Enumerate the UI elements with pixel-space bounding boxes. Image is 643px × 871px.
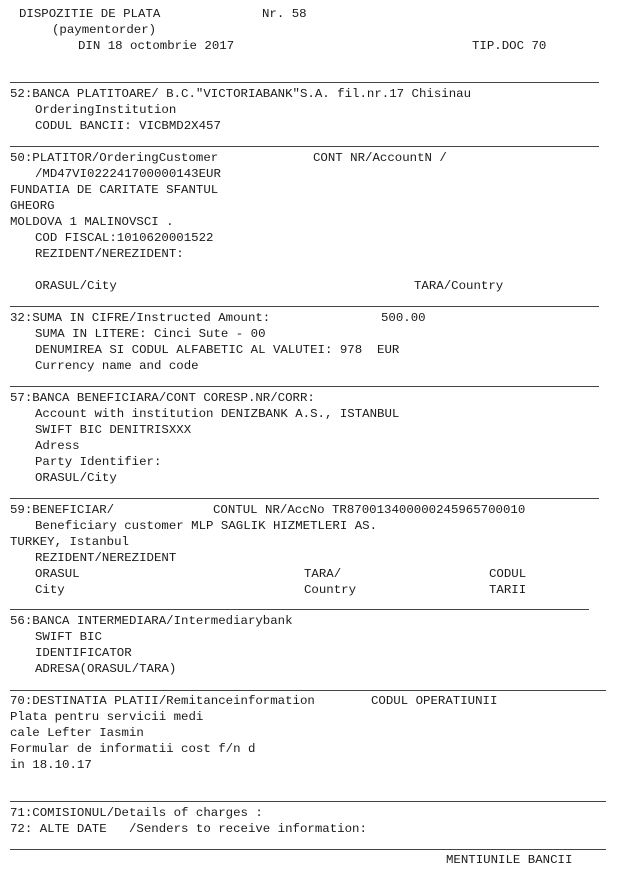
- divider: [10, 801, 606, 802]
- amount-value: 500.00: [381, 311, 426, 325]
- divider: [10, 849, 606, 850]
- beneficiary-location: TURKEY, Istanbul: [10, 535, 129, 549]
- intermediary-bank-label: 56:BANCA INTERMEDIARA/Intermediarybank: [10, 614, 293, 628]
- divider: [10, 690, 606, 691]
- divider: [10, 82, 599, 83]
- remittance-line: cale Lefter Iasmin: [10, 726, 144, 740]
- remittance-line: in 18.10.17: [10, 758, 92, 772]
- payer-address: MOLDOVA 1 MALINOVSCI .: [10, 215, 174, 229]
- divider: [10, 306, 599, 307]
- divider: [10, 498, 599, 499]
- beneficiary-country-code-label: CODUL: [489, 567, 527, 581]
- beneficiary-bank-label: 57:BANCA BENEFICIARA/CONT CORESP.NR/CORR:: [10, 391, 315, 405]
- other-data: 72: ALTE DATE /Senders to receive information:: [10, 822, 367, 836]
- remittance-label: 70:DESTINATIA PLATII/Remitanceinformation: [10, 694, 315, 708]
- remittance-line: Plata pentru servicii medi: [10, 710, 204, 724]
- payer-country-label: TARA/Country: [414, 279, 504, 293]
- amount-label: 32:SUMA IN CIFRE/Instructed Amount:: [10, 311, 271, 325]
- beneficiary-country-code-caption: TARII: [489, 583, 527, 597]
- payer-bank-line: 52:BANCA PLATITOARE/ B.C."VICTORIABANK"S.A. fil.nr.17 Chisinau: [10, 87, 472, 101]
- payer-account-label: CONT NR/AccountN /: [313, 151, 447, 165]
- beneficiary-bank-address: Adress: [35, 439, 80, 453]
- currency-caption: Currency name and code: [35, 359, 199, 373]
- document-date: DIN 18 octombrie 2017: [78, 39, 235, 53]
- payer-city-label: ORASUL/City: [35, 279, 117, 293]
- payer-fiscal-code: COD FISCAL:1010620001522: [35, 231, 214, 245]
- document-number: Nr. 58: [262, 7, 307, 21]
- beneficiary-customer: Beneficiary customer MLP SAGLIK HIZMETLERI AS.: [35, 519, 378, 533]
- document-type: TIP.DOC 70: [472, 39, 547, 53]
- beneficiary-country-caption: Country: [304, 583, 357, 597]
- bank-notes-label: MENTIUNILE BANCII: [446, 853, 573, 867]
- document-subtitle: (paymentorder): [52, 23, 157, 37]
- payer-residency: REZIDENT/NEREZIDENT:: [35, 247, 184, 261]
- remittance-line: Formular de informatii cost f/n d: [10, 742, 256, 756]
- payer-name-line2: GHEORG: [10, 199, 55, 213]
- beneficiary-bank-institution: Account with institution DENIZBANK A.S., ISTANBUL: [35, 407, 400, 421]
- beneficiary-country-label: TARA/: [304, 567, 342, 581]
- beneficiary-city-caption: City: [35, 583, 65, 597]
- beneficiary-city-label: ORASUL: [35, 567, 80, 581]
- document-title: DISPOZITIE DE PLATA: [19, 7, 161, 21]
- payer-account-number: /MD47VI022241700000143EUR: [35, 167, 221, 181]
- currency-line: DENUMIREA SI CODUL ALFABETIC AL VALUTEI: 978 EUR: [35, 343, 400, 357]
- intermediary-identifier: IDENTIFICATOR: [35, 646, 132, 660]
- beneficiary-account: CONTUL NR/AccNo TR870013400000245965700010: [213, 503, 526, 517]
- beneficiary-bank-swift: SWIFT BIC DENITRISXXX: [35, 423, 192, 437]
- charges-details: 71:COMISIONUL/Details of charges :: [10, 806, 263, 820]
- divider: [10, 146, 599, 147]
- operation-code-label: CODUL OPERATIUNII: [371, 694, 498, 708]
- beneficiary-residency: REZIDENT/NEREZIDENT: [35, 551, 177, 565]
- intermediary-swift: SWIFT BIC: [35, 630, 102, 644]
- payer-label: 50:PLATITOR/OrderingCustomer: [10, 151, 219, 165]
- beneficiary-bank-city: ORASUL/City: [35, 471, 117, 485]
- divider: [10, 386, 599, 387]
- intermediary-address: ADRESA(ORASUL/TARA): [35, 662, 177, 676]
- amount-in-words: SUMA IN LITERE: Cinci Sute - 00: [35, 327, 266, 341]
- beneficiary-label: 59:BENEFICIAR/: [10, 503, 115, 517]
- payer-name-line1: FUNDATIA DE CARITATE SFANTUL: [10, 183, 219, 197]
- payer-bank-caption: OrderingInstitution: [35, 103, 177, 117]
- payer-bank-code: CODUL BANCII: VICBMD2X457: [35, 119, 221, 133]
- divider: [10, 609, 589, 610]
- beneficiary-bank-party-id: Party Identifier:: [35, 455, 162, 469]
